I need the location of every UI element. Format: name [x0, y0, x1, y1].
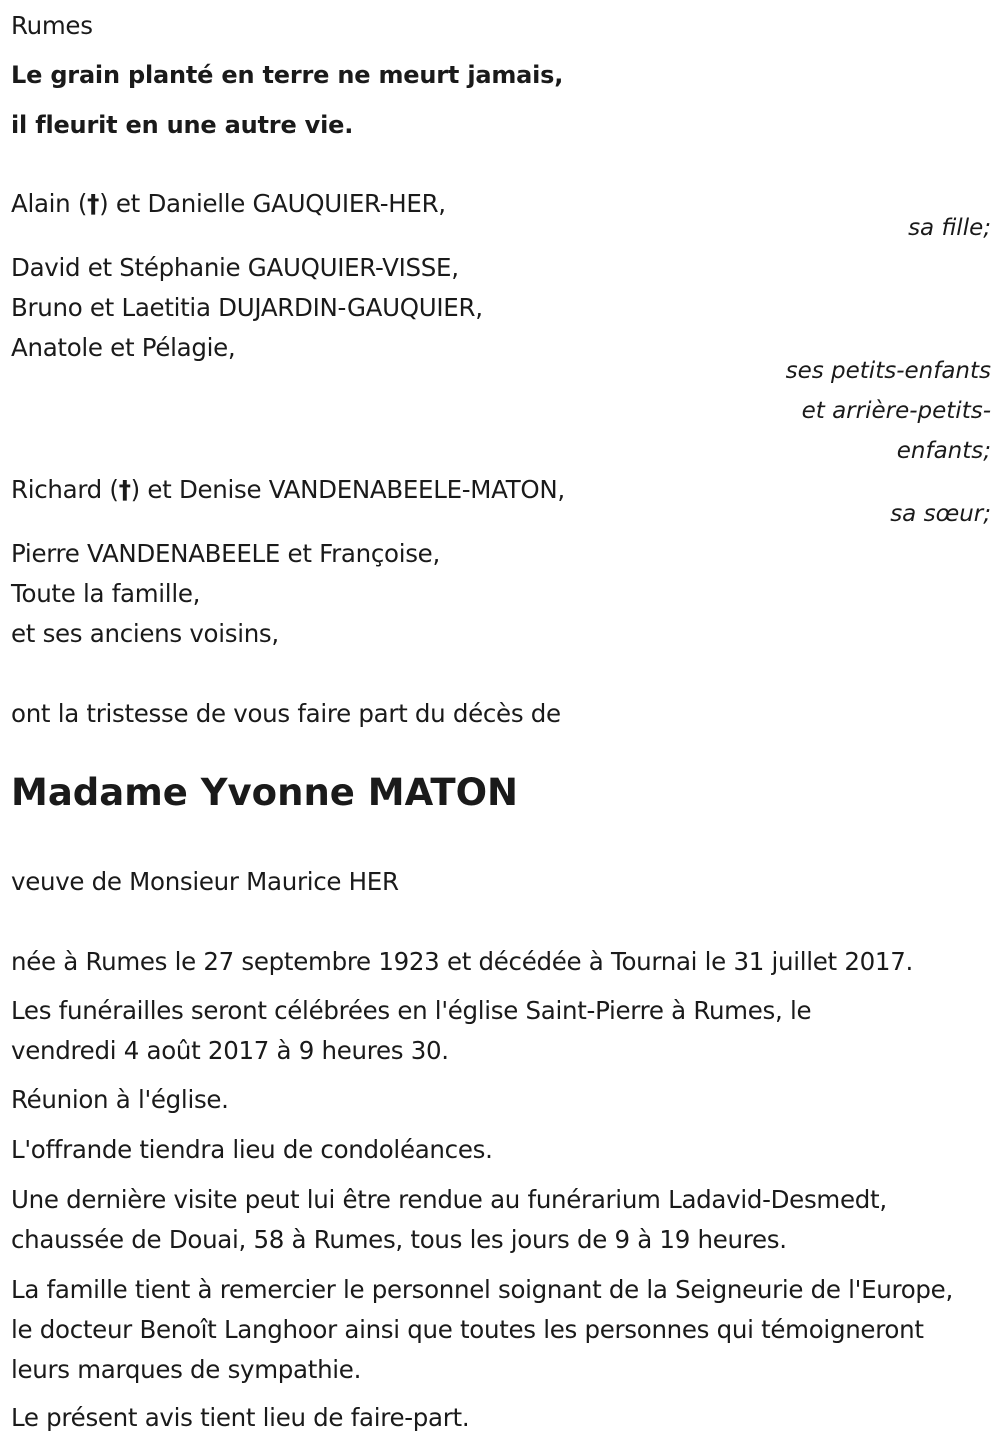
motto-line-2: il fleurit en une autre vie.: [11, 111, 354, 139]
grandchildren-line-1: David et Stéphanie GAUQUIER-VISSE,: [11, 253, 459, 282]
dagger-icon: †: [87, 189, 100, 218]
daughter-role: sa fille;: [908, 215, 991, 241]
other-relatives-line-1: Pierre VANDENABEELE et Françoise,: [11, 539, 440, 568]
daughter-pre: Alain (: [11, 189, 88, 218]
funeral-details: Les funérailles seront célébrées en l'église Saint-Pierre à Rumes, le vendredi 4 août 2017 à 9 heures 30.: [11, 996, 812, 1065]
dagger-icon: †: [118, 475, 131, 504]
birth-death-dates: née à Rumes le 27 septembre 1923 et décédée à Tournai le 31 juillet 2017.: [11, 947, 913, 976]
deceased-name: Madame Yvonne MATON: [11, 771, 518, 814]
other-relatives: [11, 534, 440, 654]
grandchildren-role-line-2: et arrière-petits-: [801, 398, 991, 424]
sister-pre: Richard (: [11, 475, 119, 504]
grandchildren-role: [593, 351, 993, 471]
acknowledgements: La famille tient à remercier le personnel soignant de la Seigneurie de l'Europe, le docteur Benoît Langhoor ainsi que toutes les personnes qui témoigneront leurs marques de sympathie.: [11, 1275, 953, 1384]
sister-post: ) et Denise VANDENABEELE-MATON,: [130, 475, 565, 504]
notice-footer: Le présent avis tient lieu de faire-part.: [11, 1403, 470, 1432]
daughter-post: ) et Danielle GAUQUIER-HER,: [99, 189, 446, 218]
grandchildren-line-2: Bruno et Laetitia DUJARDIN-GAUQUIER,: [11, 293, 483, 322]
other-relatives-line-3: et ses anciens voisins,: [11, 619, 279, 648]
offering-note: L'offrande tiendra lieu de condoléances.: [11, 1135, 493, 1164]
sister-names: [11, 470, 565, 510]
daughter-names: [11, 184, 446, 224]
meeting-place: Réunion à l'église.: [11, 1085, 229, 1114]
grandchildren-role-line-1: ses petits-enfants: [785, 358, 991, 384]
motto-line-1: Le grain planté en terre ne meurt jamais,: [11, 61, 564, 89]
grandchildren-names: [11, 248, 483, 368]
visitation-details: Une dernière visite peut lui être rendue au funérarium Ladavid-Desmedt, chaussée de Douai, 58 à Rumes, tous les jours de 9 à 19 heures.: [11, 1185, 887, 1254]
grandchildren-line-3: Anatole et Pélagie,: [11, 333, 236, 362]
grandchildren-role-line-3: enfants;: [896, 438, 991, 464]
other-relatives-line-2: Toute la famille,: [11, 579, 201, 608]
announcement-text: ont la tristesse de vous faire part du décès de: [11, 699, 561, 728]
sister-role: sa sœur;: [890, 501, 991, 527]
widow-of: veuve de Monsieur Maurice HER: [11, 867, 399, 896]
motto: [11, 50, 563, 150]
place-name: Rumes: [11, 11, 93, 40]
